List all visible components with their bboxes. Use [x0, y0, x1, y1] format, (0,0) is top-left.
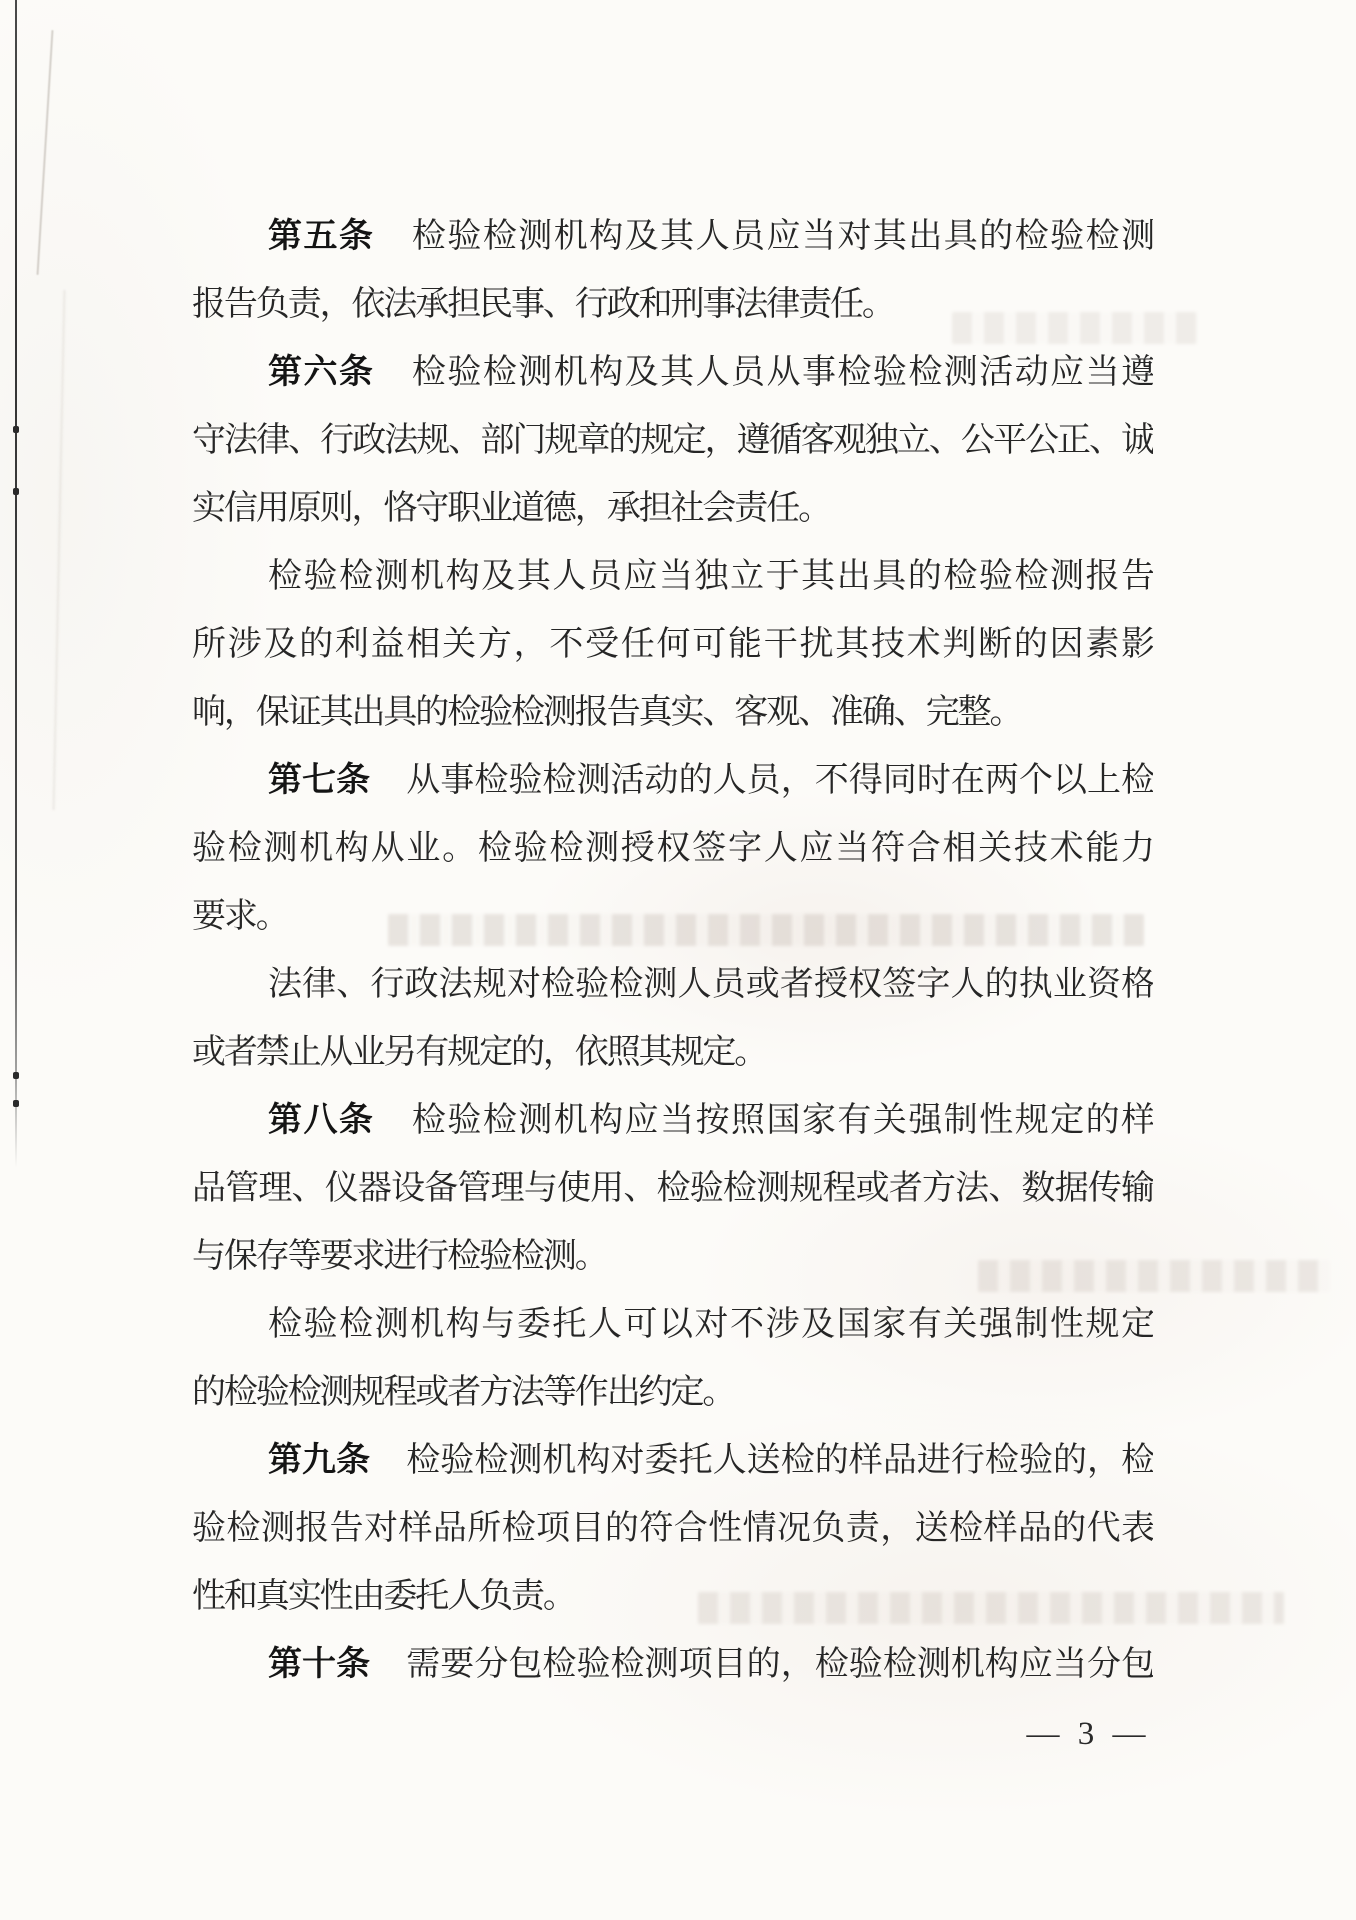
line-text: 的检验检测规程或者方法等作出约定。 — [192, 1374, 735, 1411]
line-text: 与保存等要求进行检验检测。 — [192, 1238, 607, 1275]
page-number: — 3 — — [1026, 1716, 1148, 1752]
line-text: 验检测机构从业。检验检测授权签字人应当符合相关技术能力 — [192, 830, 1153, 867]
line-text: 或者禁止从业另有规定的，依照其规定。 — [192, 1034, 767, 1071]
text-line — [192, 271, 1153, 339]
line-text: 检验检测机构及其人员从事检验检测活动应当遵 — [408, 354, 1153, 391]
text-line — [192, 1427, 1153, 1495]
line-text: 响，保证其出具的检验检测报告真实、客观、准确、完整。 — [192, 694, 1022, 731]
article-number-gap — [370, 790, 404, 791]
article-number: 第八条 — [268, 1102, 375, 1139]
line-text: 法律、行政法规对检验检测人员或者授权签字人的执业资格 — [268, 966, 1153, 1003]
text-line — [192, 203, 1153, 271]
text-line — [192, 475, 1153, 543]
line-text: 性和真实性由委托人负责。 — [192, 1578, 575, 1615]
text-line — [192, 1631, 1153, 1699]
text-line — [192, 1087, 1153, 1155]
article-number-gap — [374, 1130, 408, 1131]
scan-edge-nick — [13, 488, 19, 495]
article-number: 第五条 — [268, 218, 375, 255]
text-line — [192, 611, 1153, 679]
line-text: 要求。 — [192, 898, 288, 935]
article-number: 第七条 — [268, 762, 371, 799]
line-text: 从事检验检测活动的人员，不得同时在两个以上检 — [404, 762, 1153, 799]
text-line — [192, 1359, 1153, 1427]
text-line — [192, 951, 1153, 1019]
line-text: 需要分包检验检测项目的，检验检测机构应当分包 — [404, 1646, 1153, 1683]
document-text-block — [192, 203, 1153, 1699]
text-line — [192, 1223, 1153, 1291]
text-line — [192, 1291, 1153, 1359]
scan-edge-nick — [13, 426, 19, 433]
scan-edge-nick — [13, 1072, 19, 1079]
line-text: 检验检测机构及其人员应当独立于其出具的检验检测报告 — [268, 558, 1153, 595]
paper-crease — [53, 290, 66, 810]
text-line — [192, 747, 1153, 815]
line-text: 守法律、行政法规、部门规章的规定，遵循客观独立、公平公正、诚 — [192, 422, 1153, 459]
text-line — [192, 679, 1153, 747]
scan-edge-line — [15, 0, 17, 1168]
line-text: 品管理、仪器设备管理与使用、检验检测规程或者方法、数据传输 — [192, 1170, 1153, 1207]
article-number-gap — [374, 246, 408, 247]
scan-edge-nick — [13, 1100, 19, 1107]
text-line — [192, 815, 1153, 883]
article-number: 第十条 — [268, 1646, 371, 1683]
line-text: 检验检测机构及其人员应当对其出具的检验检测 — [408, 218, 1153, 255]
article-number: 第九条 — [268, 1442, 371, 1479]
text-line — [192, 543, 1153, 611]
text-line — [192, 883, 1153, 951]
article-number: 第六条 — [268, 354, 375, 391]
text-line — [192, 407, 1153, 475]
article-number-gap — [370, 1674, 404, 1675]
article-number-gap — [370, 1470, 404, 1471]
text-line — [192, 1019, 1153, 1087]
text-line — [192, 1495, 1153, 1563]
line-text: 所涉及的利益相关方，不受任何可能干扰其技术判断的因素影 — [192, 626, 1153, 663]
line-text: 检验检测机构与委托人可以对不涉及国家有关强制性规定 — [268, 1306, 1153, 1343]
line-text: 报告负责，依法承担民事、行政和刑事法律责任。 — [192, 286, 894, 323]
article-number-gap — [374, 382, 408, 383]
text-line — [192, 1155, 1153, 1223]
text-line — [192, 339, 1153, 407]
line-text: 检验检测机构对委托人送检的样品进行检验的，检 — [404, 1442, 1153, 1479]
paper-crease — [37, 30, 54, 275]
line-text: 验检测报告对样品所检项目的符合性情况负责，送检样品的代表 — [192, 1510, 1153, 1547]
line-text: 实信用原则，恪守职业道德，承担社会责任。 — [192, 490, 830, 527]
line-text: 检验检测机构应当按照国家有关强制性规定的样 — [408, 1102, 1153, 1139]
text-line — [192, 1563, 1153, 1631]
